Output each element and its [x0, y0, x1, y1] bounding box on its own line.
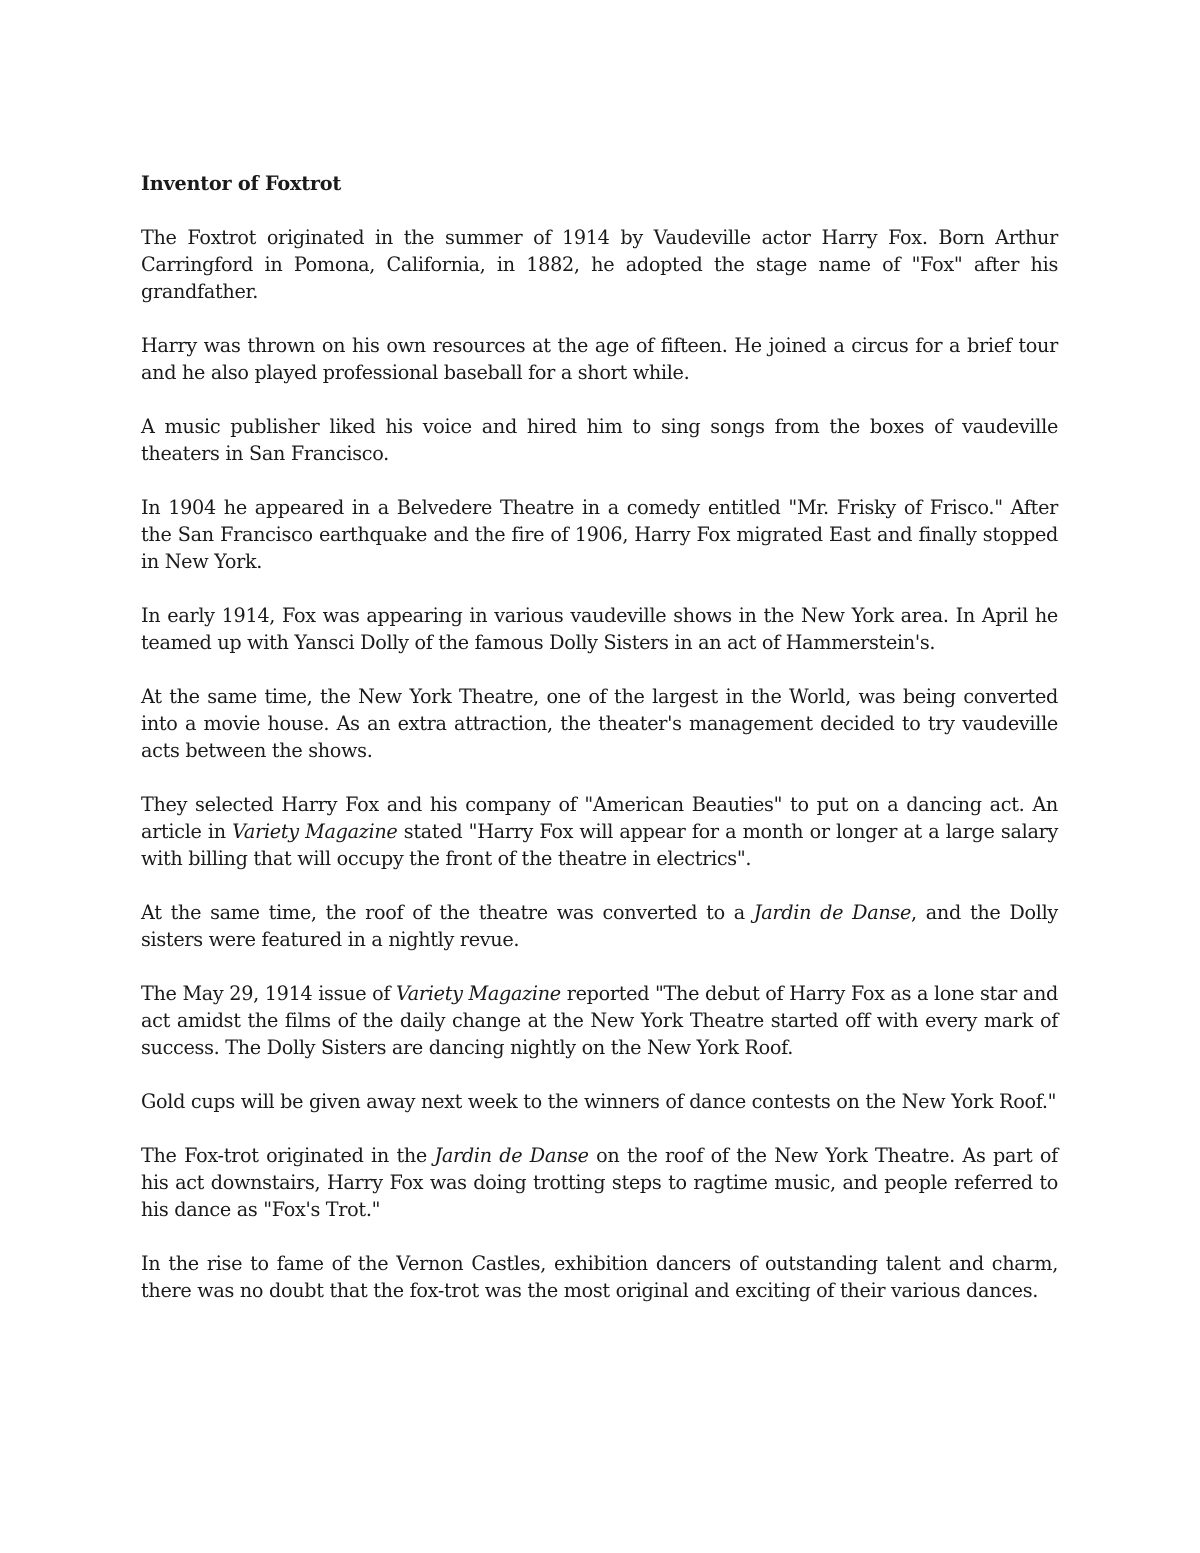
paragraph-7-text-a: They selected Harry Fox and his company of "American Beauties" to put on a dancing act. An article in — [141, 793, 1058, 843]
paragraph-8-text-a: At the same time, the roof of the theatre was converted to a — [141, 901, 754, 924]
paragraph-8-text-b: , and the Dolly sisters were featured in a nightly revue. — [141, 901, 1058, 951]
document-title: Inventor of Foxtrot — [141, 172, 342, 195]
paragraph-3: A music publisher liked his voice and hired him to sing songs from the boxes of vaudeville theaters in San Francisco. — [141, 415, 1058, 465]
paragraph-8 — [141, 899, 1058, 953]
paragraph-1: The Foxtrot originated in the summer of 1914 by Vaudeville actor Harry Fox. Born Arthur Carringford in Pomona, California, in 1882, he adopted the stage name of "Fox" after his grandfather. — [141, 226, 1058, 303]
publication-title: Variety Magazine — [396, 982, 561, 1005]
paragraph-7 — [141, 791, 1058, 872]
paragraph-9 — [141, 980, 1058, 1061]
paragraph-4: In 1904 he appeared in a Belvedere Theatre in a comedy entitled "Mr. Frisky of Frisco." After the San Francisco earthquake and the fire of 1906, Harry Fox migrated East and finally stopped in New York. — [141, 496, 1058, 573]
paragraph-12: In the rise to fame of the Vernon Castles, exhibition dancers of outstanding talent and charm, there was no doubt that the fox-trot was the most original and exciting of their various dances. — [141, 1252, 1058, 1302]
paragraph-10: Gold cups will be given away next week to the winners of dance contests on the New York Roof." — [141, 1090, 1057, 1113]
paragraph-6: At the same time, the New York Theatre, one of the largest in the World, was being converted into a movie house. As an extra attraction, the theater's management decided to try vaudeville acts between the shows. — [141, 685, 1058, 762]
paragraph-11 — [141, 1142, 1058, 1223]
paragraph-11-text-a: The Fox-trot originated in the — [141, 1144, 435, 1167]
paragraph-2: Harry was thrown on his own resources at the age of fifteen. He joined a circus for a brief tour and he also played professional baseball for a short while. — [141, 334, 1058, 384]
venue-name: Jardin de Danse — [434, 1144, 589, 1167]
paragraph-9-text-b: reported "The debut of Harry Fox as a lone star and act amidst the films of the daily change at the New York Theatre started off with every mark of success. The Dolly Sisters are dancing nightly on the New York Roof. — [141, 982, 1058, 1059]
paragraph-11-text-b: on the roof of the New York Theatre. As part of his act downstairs, Harry Fox was doing trotting steps to ragtime music, and people referred to his dance as "Fox's Trot." — [141, 1144, 1058, 1221]
paragraph-9-text-a: The May 29, 1914 issue of — [141, 982, 396, 1005]
paragraph-7-text-b: stated "Harry Fox will appear for a month or longer at a large salary with billing that will occupy the front of the theatre in electrics". — [141, 820, 1058, 870]
paragraph-5: In early 1914, Fox was appearing in various vaudeville shows in the New York area. In April he teamed up with Yansci Dolly of the famous Dolly Sisters in an act of Hammerstein's. — [141, 604, 1058, 654]
venue-name: Jardin de Danse — [753, 901, 912, 924]
document-body — [141, 170, 1058, 1331]
publication-title: Variety Magazine — [232, 820, 398, 843]
